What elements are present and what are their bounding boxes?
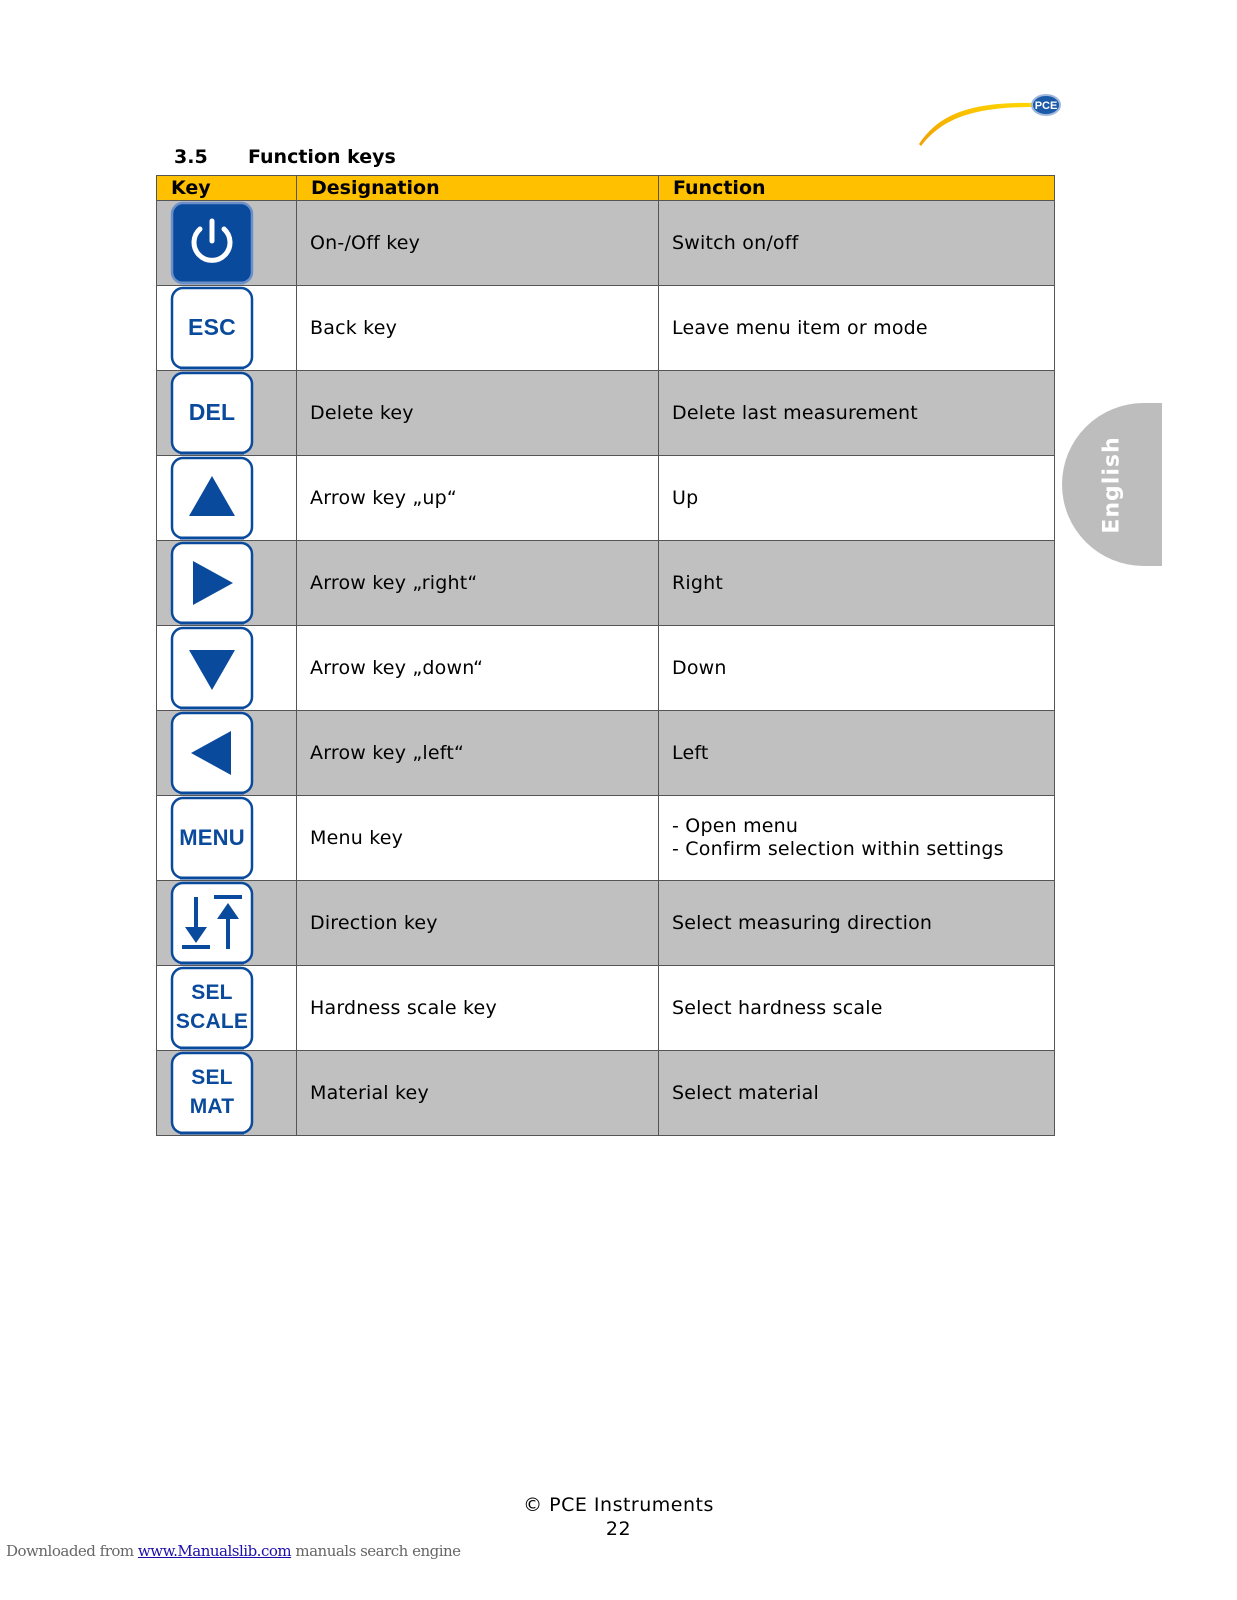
function-line: Select material: [672, 1081, 819, 1104]
designation-cell: Delete key: [297, 371, 659, 456]
key-label: SEL: [191, 981, 233, 1004]
key-cell: [157, 711, 297, 796]
key-cell: [157, 286, 297, 371]
designation-cell: Back key: [297, 286, 659, 371]
key-cell: [157, 1051, 297, 1136]
key-cell: [157, 966, 297, 1051]
function-line: Down: [672, 656, 727, 679]
key-cell: [157, 626, 297, 711]
designation-cell: Arrow key „left“: [297, 711, 659, 796]
designation-cell: Arrow key „up“: [297, 456, 659, 541]
function-cell: [659, 796, 1055, 881]
table-row: [157, 966, 1055, 1051]
function-cell: [659, 286, 1055, 371]
key-label: SEL: [191, 1066, 233, 1089]
function-line: Up: [672, 486, 699, 509]
function-cell: [659, 201, 1055, 286]
key-cell: [157, 371, 297, 456]
table-row: [157, 1051, 1055, 1136]
sel-mat-key-icon: [170, 1051, 254, 1135]
function-line: - Confirm selection within settings: [672, 838, 1004, 860]
arrow-left-key-icon: [170, 711, 254, 795]
key-label: SCALE: [175, 1010, 249, 1033]
table-row: [157, 286, 1055, 371]
page-number: 22: [605, 1518, 632, 1540]
designation-cell: Direction key: [297, 881, 659, 966]
menu-key-icon: [170, 796, 254, 880]
key-cell: [157, 201, 297, 286]
manualslib-link[interactable]: www.Manualslib.com: [137, 1542, 292, 1560]
function-cell: [659, 711, 1055, 796]
key-label: MAT: [189, 1095, 235, 1118]
key-cell: [157, 541, 297, 626]
key-label: ESC: [188, 314, 236, 340]
table-row: [157, 711, 1055, 796]
function-line: - Open menu: [672, 815, 799, 837]
function-line: Delete last measurement: [672, 401, 918, 424]
key-cell: [157, 796, 297, 881]
function-line: Select measuring direction: [672, 911, 933, 934]
function-line: Right: [672, 571, 724, 594]
direction-key-icon: [170, 881, 254, 965]
designation-cell: Menu key: [297, 796, 659, 881]
download-note: [6, 1542, 461, 1560]
function-cell: [659, 371, 1055, 456]
table-row: [157, 456, 1055, 541]
del-key-icon: [170, 371, 254, 455]
esc-key-icon: [170, 286, 254, 370]
section-heading: [174, 146, 396, 168]
key-cell: [157, 456, 297, 541]
key-cell: [157, 881, 297, 966]
function-line: Switch on/off: [672, 231, 799, 254]
arrow-down-key-icon: [170, 626, 254, 710]
table-row: [157, 201, 1055, 286]
section-number: 3.5: [174, 146, 208, 168]
download-suffix: manuals search engine: [291, 1542, 461, 1560]
function-cell: [659, 456, 1055, 541]
table-row: [157, 371, 1055, 456]
sel-scale-key-icon: [170, 966, 254, 1050]
function-cell: [659, 966, 1055, 1051]
function-line: Select hardness scale: [672, 996, 883, 1019]
header-designation: Designation: [297, 176, 659, 201]
footer-copyright: © PCE Instruments: [523, 1494, 714, 1516]
key-label: DEL: [188, 399, 236, 425]
function-line: Leave menu item or mode: [672, 316, 928, 339]
key-label: MENU: [179, 825, 245, 850]
function-cell: [659, 626, 1055, 711]
header-function: Function: [659, 176, 1055, 201]
designation-cell: On-/Off key: [297, 201, 659, 286]
designation-cell: Arrow key „down“: [297, 626, 659, 711]
language-tab: [1062, 403, 1162, 566]
table-row: [157, 626, 1055, 711]
section-title: Function keys: [248, 146, 396, 168]
arrow-right-key-icon: [170, 541, 254, 625]
function-cell: [659, 541, 1055, 626]
download-prefix: Downloaded from: [6, 1542, 138, 1560]
table-row: [157, 881, 1055, 966]
function-cell: [659, 881, 1055, 966]
designation-cell: Hardness scale key: [297, 966, 659, 1051]
function-keys-table: [156, 175, 1055, 1136]
designation-cell: Arrow key „right“: [297, 541, 659, 626]
language-tab-label: English: [1099, 436, 1125, 534]
table-header-row: [157, 176, 1055, 201]
function-cell: [659, 1051, 1055, 1136]
pce-logo: [915, 92, 1065, 147]
function-line: Left: [672, 741, 709, 764]
header-key: Key: [157, 176, 297, 201]
logo-text: PCE: [1034, 100, 1058, 112]
designation-cell: Material key: [297, 1051, 659, 1136]
power-key-icon: [170, 201, 254, 285]
arrow-up-key-icon: [170, 456, 254, 540]
table-row: [157, 796, 1055, 881]
table-row: [157, 541, 1055, 626]
